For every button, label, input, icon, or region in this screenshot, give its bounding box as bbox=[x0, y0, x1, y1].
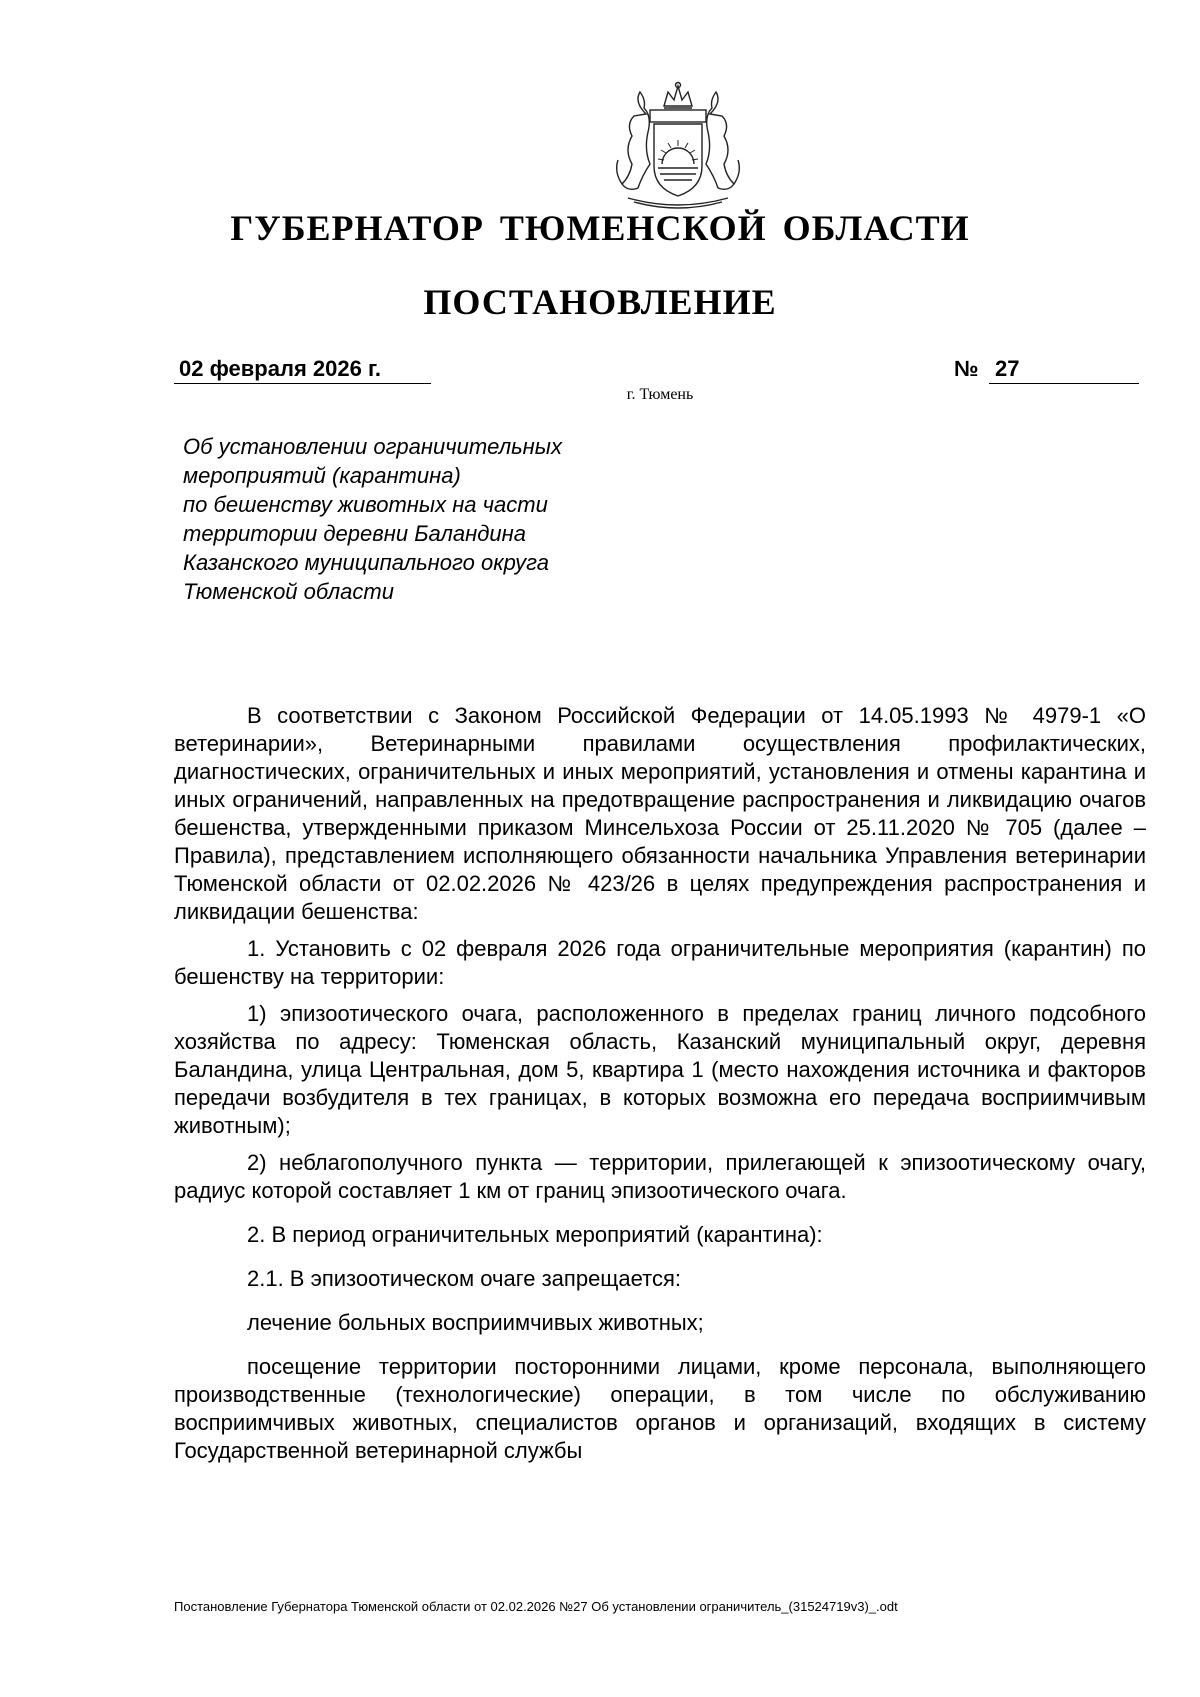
subject-line: мероприятий (карантина) bbox=[183, 463, 461, 488]
subject-line: по бешенству животных на части bbox=[183, 492, 548, 517]
preamble-paragraph: В соответствии с Законом Российской Федерации от 14.05.1993 № 4979-1 «О ветеринарии», Ветеринарными правилами осуществления профилактических, диагностических, ограничительных и иных мероприятий, установления и отмены карантина и иных ограничений, направленных на предотвращение распространения и ликвидацию очагов бешенства, утвержденными приказом Минсельхоза России от 25.11.2020 № 705 (далее – Правила), представлением исполняющего обязанности начальника Управления ветеринарии Тюменской области от 02.02.2026 № 423/26 в целях предупреждения распространения и ликвидации бешенства: bbox=[174, 703, 1146, 924]
footer-filename: Постановление Губернатора Тюменской области от 02.02.2026 №27 Об установлении ограничитель_(31524719v3)_.odt bbox=[174, 1599, 898, 1614]
document-date: 02 февраля 2026 г. bbox=[174, 355, 431, 384]
number-sign: № bbox=[954, 356, 979, 381]
clause-paragraph: 2. В период ограничительных мероприятий (карантина): bbox=[247, 1222, 823, 1247]
document-body bbox=[174, 702, 1146, 1465]
clause-paragraph: 2) неблагополучного пункта — территории, прилегающей к эпизоотическому очагу, радиус которой составляет 1 км от границ эпизоотического очага. bbox=[174, 1150, 1146, 1203]
clause-paragraph: 2.1. В эпизоотическом очаге запрещается: bbox=[247, 1266, 681, 1291]
subject-line: территории деревни Баландина bbox=[183, 521, 526, 546]
clause-paragraph: лечение больных восприимчивых животных; bbox=[247, 1310, 704, 1335]
issuer-title: ГУБЕРНАТОР ТЮМЕНСКОЙ ОБЛАСТИ bbox=[230, 208, 970, 248]
issue-city: г. Тюмень bbox=[626, 386, 694, 403]
clause-paragraph: 1) эпизоотического очага, расположенного в пределах границ личного подсобного хозяйства по адресу: Тюменская область, Казанский муниципальный округ, деревня Баландина, улица Центральная, дом 5, квартира 1 (место нахождения источника и факторов передачи возбудителя в тех границах, в которых возможна его передача восприимчивым животным); bbox=[174, 1001, 1146, 1138]
document-type: ПОСТАНОВЛЕНИЕ bbox=[423, 282, 777, 322]
subject-line: Тюменской области bbox=[183, 579, 394, 604]
coat-of-arms-emblem bbox=[598, 80, 758, 212]
subject-line: Казанского муниципального округа bbox=[183, 550, 549, 575]
clause-paragraph: 1. Установить с 02 февраля 2026 года ограничительные мероприятия (карантин) по бешенству на территории: bbox=[174, 936, 1146, 989]
document-subject bbox=[183, 432, 703, 606]
subject-line: Об установлении ограничительных bbox=[183, 434, 562, 459]
document-number: 27 bbox=[989, 355, 1139, 384]
clause-paragraph: посещение территории посторонними лицами, кроме персонала, выполняющего производственные (технологические) операции, в том числе по обслуживанию восприимчивых животных, специалистов органов и организаций, входящих в систему Государственной ветеринарной службы bbox=[174, 1354, 1146, 1463]
